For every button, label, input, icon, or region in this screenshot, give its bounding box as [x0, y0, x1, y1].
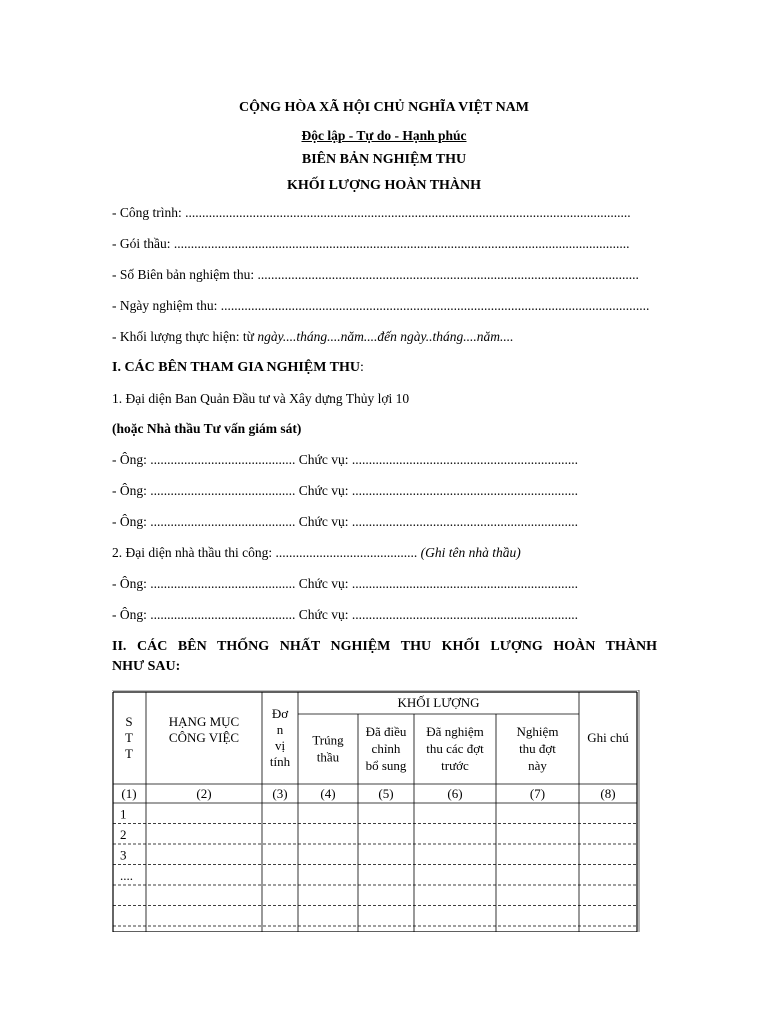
rep-2-note: (Ghi tên nhà thầu)	[417, 545, 521, 560]
person-row-3	[112, 514, 578, 530]
table-header-stt: T	[125, 746, 133, 761]
table-header-unit: Đơ	[271, 706, 289, 721]
motto-text: Độc lập - Tự do - Hạnh phúc	[301, 128, 467, 143]
field-cong-trinh	[112, 205, 631, 221]
table-header-dieu-chinh: Đã điều	[365, 724, 407, 739]
period-label: - Khối lượng thực hiện: từ	[112, 329, 258, 344]
person-row-1	[112, 452, 578, 468]
table-row-number: ....	[120, 868, 133, 883]
table-header-unit: n	[276, 722, 284, 737]
role-dots: ...................................................................	[351, 514, 578, 529]
field-dots: ...............................................................................................................................	[220, 298, 650, 313]
person-label: - Ông:	[112, 576, 151, 591]
table-header-trung-thau: Trúng	[312, 732, 344, 748]
section-2-heading-line-1: II. CÁC BÊN THỐNG NHẤT NGHIỆM THU KHỐI LƯỢNG HOÀN THÀNH	[112, 639, 657, 654]
document-subtitle: KHỐI LƯỢNG HOÀN THÀNH	[286, 178, 482, 193]
field-ngay-nghiem-thu	[112, 298, 649, 314]
table-header-nghiem-thu-nay: thu đợt	[519, 741, 556, 756]
document-title: BIÊN BẢN NGHIỆM THU	[301, 152, 467, 167]
field-dots: ....................................................................................................................................	[185, 205, 631, 220]
role-dots: ...................................................................	[351, 452, 578, 467]
person-dots: ...........................................	[150, 607, 296, 622]
table-header-nghiem-thu-nay: Nghiệm	[516, 724, 559, 739]
role-dots: ...................................................................	[351, 576, 578, 591]
rep-1-line: 1. Đại diện Ban Quản Đầu tư và Xây dựng Thủy lợi 10	[112, 391, 410, 406]
table-numbering-cell: (8)	[600, 786, 616, 801]
table-header-stt: T	[125, 730, 133, 745]
period-dates: ngày....tháng....năm....đến ngày..tháng....năm....	[257, 329, 514, 344]
table-group-header: KHỐI LƯỢNG	[397, 695, 480, 710]
rep-1-alt-line: (hoặc Nhà thầu Tư vấn giám sát)	[112, 421, 302, 436]
role-label: Chức vụ:	[295, 607, 352, 622]
role-label: Chức vụ:	[295, 576, 352, 591]
table-numbering-cell: (1)	[121, 786, 137, 801]
table-row-number: 2	[120, 827, 127, 842]
rep-2-line	[112, 545, 521, 561]
person-label: - Ông:	[112, 483, 151, 498]
role-label: Chức vụ:	[295, 514, 352, 529]
field-dots: .......................................................................................................................................	[173, 236, 630, 251]
field-label: - Công trình:	[112, 205, 186, 220]
table-header-unit: tính	[269, 754, 291, 769]
rep-2-dots: ..........................................	[275, 545, 418, 560]
person-dots: ...........................................	[150, 483, 296, 498]
table-header-nghiem-thu-truoc: trước	[441, 758, 469, 773]
table-header-nghiem-thu-truoc: Đã nghiệm	[426, 724, 484, 739]
table-header-nghiem-thu-truoc: thu các đợt	[426, 741, 484, 756]
table-numbering-cell: (4)	[320, 786, 336, 801]
table-header-dieu-chinh: bổ sung	[365, 758, 407, 773]
table-header-item: HẠNG MỤC	[168, 714, 240, 729]
person-label: - Ông:	[112, 607, 151, 622]
table-numbering-cell: (3)	[272, 786, 288, 801]
person-label: - Ông:	[112, 514, 151, 529]
field-goi-thau	[112, 236, 630, 252]
field-khoi-luong-thuc-hien	[112, 329, 513, 345]
table-row-number: 1	[120, 806, 127, 822]
role-dots: ...................................................................	[351, 483, 578, 498]
table-numbering-cell: (2)	[196, 786, 212, 801]
table-header-nghiem-thu-nay: này	[528, 758, 547, 773]
table-header-ghi-chu: Ghi chú	[587, 730, 629, 745]
field-so-bien-ban	[112, 267, 639, 283]
person-row-2	[112, 483, 578, 499]
person-dots: ...........................................	[150, 514, 296, 529]
field-dots: .................................................................................................................	[257, 267, 639, 282]
field-label: - Số Biên bản nghiệm thu:	[112, 267, 258, 282]
role-label: Chức vụ:	[295, 483, 352, 498]
person-row-4	[112, 576, 578, 592]
section-1-heading	[112, 360, 364, 376]
person-dots: ...........................................	[150, 576, 296, 591]
table-header-trung-thau: thầu	[316, 749, 340, 765]
role-dots: ...................................................................	[351, 607, 578, 622]
volume-table	[112, 690, 640, 936]
table-numbering-cell: (6)	[447, 786, 463, 801]
field-label: - Gói thầu:	[112, 236, 174, 251]
table-row-number: 3	[120, 847, 127, 863]
person-label: - Ông:	[112, 452, 151, 467]
role-label: Chức vụ:	[295, 452, 352, 467]
section-2-heading-line-2: NHƯ SAU:	[112, 659, 181, 674]
person-row-5	[112, 607, 578, 623]
table-header-item: CÔNG VIỆC	[168, 730, 240, 745]
motto	[0, 128, 768, 144]
table-numbering-cell: (7)	[529, 786, 546, 801]
table-header-unit: vị	[274, 738, 286, 753]
person-dots: ...........................................	[150, 452, 296, 467]
rep-2-label: 2. Đại diện nhà thầu thi công:	[112, 545, 276, 560]
field-label: - Ngày nghiệm thu:	[112, 298, 221, 313]
section-1-colon: :	[360, 360, 364, 375]
table-header-stt: S	[125, 714, 133, 729]
section-1-title: I. CÁC BÊN THAM GIA NGHIỆM THU	[112, 360, 361, 375]
volume-table-grid	[112, 690, 640, 932]
table-numbering-cell: (5)	[378, 786, 394, 801]
national-title: CỘNG HÒA XÃ HỘI CHỦ NGHĨA VIỆT NAM	[238, 100, 529, 115]
table-header-dieu-chinh: chỉnh	[371, 741, 401, 756]
